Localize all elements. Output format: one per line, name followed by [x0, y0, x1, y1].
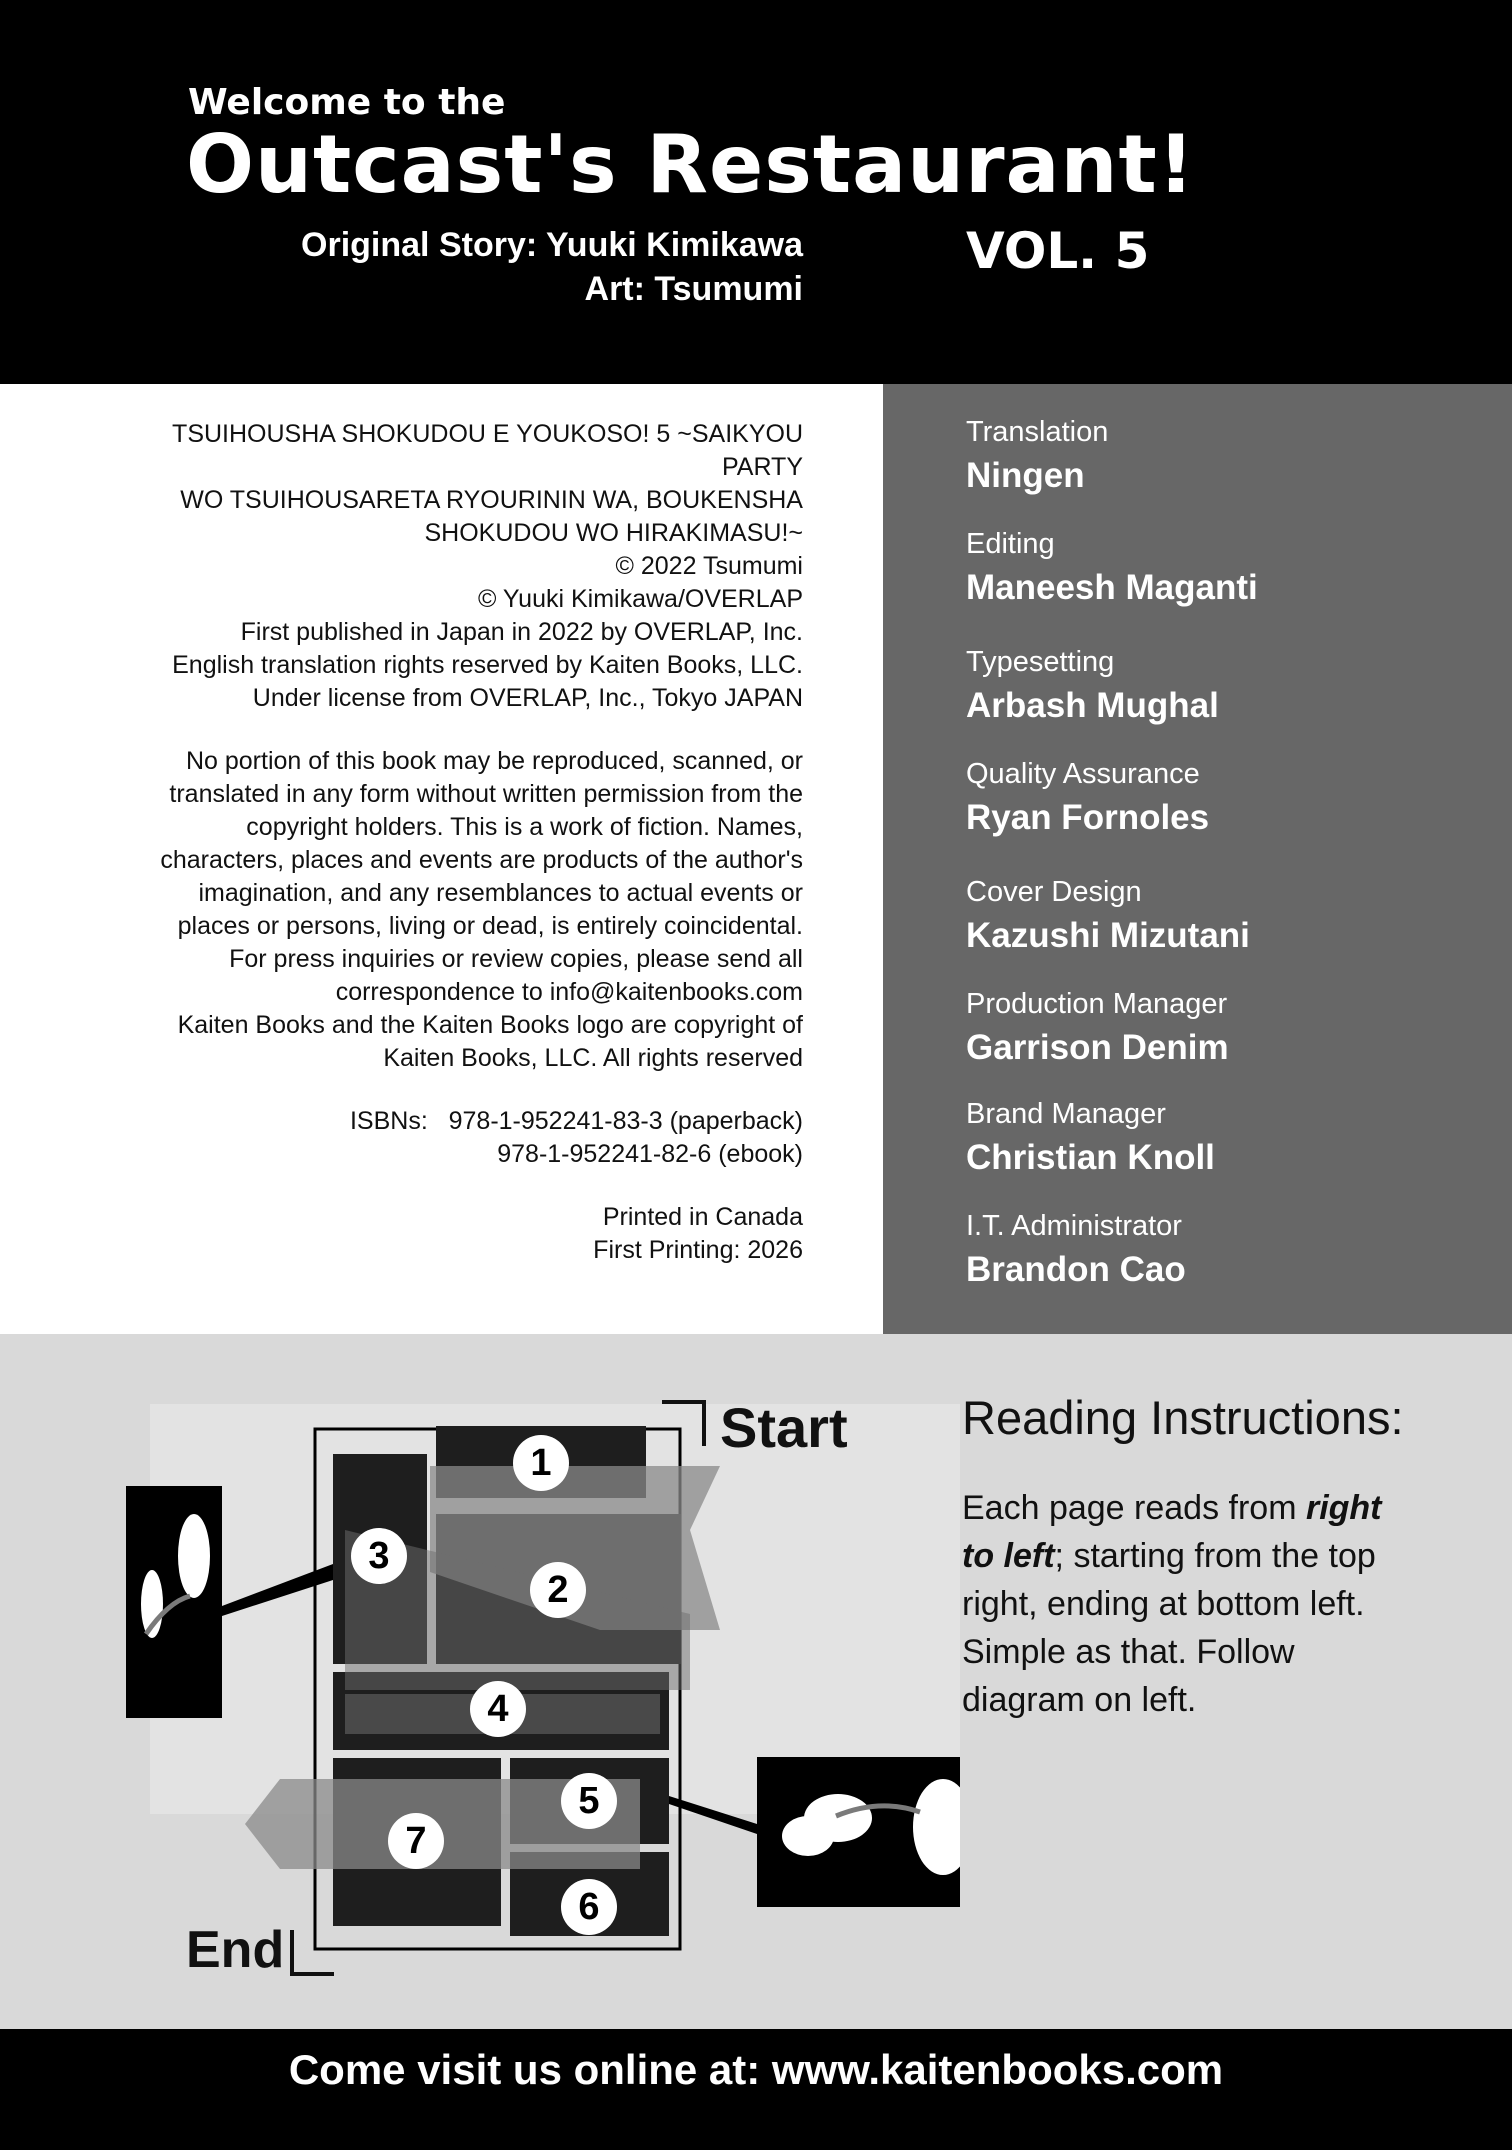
copyright-line: First published in Japan in 2022 by OVERLAP, Inc. [240, 618, 803, 646]
credit-name: Kazushi Mizutani [966, 916, 1250, 955]
disclaimer-line: places or persons, living or dead, is entirely coincidental. [177, 912, 803, 940]
credit-role: Production Manager [966, 988, 1228, 1020]
credit-name: Arbash Mughal [966, 686, 1219, 725]
copyright-line: English translation rights reserved by Kaiten Books, LLC. [172, 651, 803, 679]
panel-number-badge: 1 [513, 1435, 569, 1491]
staff-credits-panel [883, 384, 1512, 1334]
body-text: ; starting from the top right, ending at bottom left. Simple as that. Follow diagram on left. [962, 1537, 1376, 1719]
panel-number-badge: 2 [530, 1562, 586, 1618]
credit-name: Maneesh Maganti [966, 568, 1258, 607]
website-promo: Come visit us online at: www.kaitenbooks.com [288, 2046, 1224, 2093]
panel-number-badge: 3 [351, 1528, 407, 1584]
credit-role: Typesetting [966, 646, 1115, 678]
copyright-block [100, 418, 803, 715]
disclaimer-line: translated in any form without written permission from the [169, 780, 803, 808]
legal-notice [100, 418, 803, 1267]
credit-role: Quality Assurance [966, 758, 1200, 790]
story-credit: Original Story: Yuuki Kimikawa [301, 226, 803, 264]
disclaimer-line: copyright holders. This is a work of fiction. Names, [246, 813, 803, 841]
body-emphasis: right to left [962, 1489, 1382, 1575]
copyright-line: WO TSUIHOUSARETA RYOURININ WA, BOUKENSHA [180, 486, 803, 514]
disclaimer-line: imagination, and any resemblances to actual events or [198, 879, 803, 907]
disclaimer-line: Kaiten Books, LLC. All rights reserved [383, 1044, 803, 1072]
end-label: End [186, 1921, 285, 1979]
disclaimer-line: For press inquiries or review copies, please send all [229, 945, 803, 973]
body-text: Each page reads from [962, 1489, 1306, 1527]
volume-label: VOL. 5 [966, 222, 1150, 280]
art-credit: Art: Tsumumi [584, 270, 803, 308]
copyright-line: © Yuuki Kimikawa/OVERLAP [477, 585, 803, 613]
reading-instructions-title: Reading Instructions: [962, 1391, 1404, 1444]
isbn-ebook: 978-1-952241-82-6 (ebook) [497, 1140, 803, 1168]
copyright-line: SHOKUDOU WO HIRAKIMASU!~ [424, 519, 803, 547]
credit-role: Brand Manager [966, 1098, 1166, 1130]
credit-name: Ryan Fornoles [966, 798, 1210, 837]
credit-name: Brandon Cao [966, 1250, 1186, 1289]
copyright-line: © 2022 Tsumumi [615, 552, 803, 580]
speech-bubble-icon [782, 1816, 834, 1856]
disclaimer-line: No portion of this book may be reproduced, scanned, or [185, 747, 803, 775]
printed-location: Printed in Canada [602, 1203, 803, 1231]
speech-bubble-icon [178, 1514, 210, 1598]
credit-role: Translation [966, 416, 1109, 448]
series-subtitle: Welcome to the [188, 82, 506, 123]
credit-name: Christian Knoll [966, 1138, 1215, 1177]
series-title: Outcast's Restaurant! [186, 118, 1196, 211]
panel-number-badge: 4 [470, 1681, 526, 1737]
disclaimer-line: correspondence to info@kaitenbooks.com [335, 978, 803, 1006]
panel-number-badge: 6 [561, 1879, 617, 1935]
credit-role: Editing [966, 528, 1055, 560]
copyright-line: Under license from OVERLAP, Inc., Tokyo JAPAN [252, 684, 803, 712]
start-label: Start [720, 1396, 848, 1459]
credit-name: Garrison Denim [966, 1028, 1229, 1067]
panel-number-badge: 7 [388, 1813, 444, 1869]
printing-year: First Printing: 2026 [593, 1236, 803, 1264]
credit-name: Ningen [966, 456, 1085, 495]
isbn-paperback: ISBNs: 978-1-952241-83-3 (paperback) [349, 1107, 803, 1135]
credit-role: I.T. Administrator [966, 1210, 1182, 1242]
copyright-line: TSUIHOUSHA SHOKUDOU E YOUKOSO! 5 ~SAIKYOU PARTY [172, 420, 803, 481]
reading-instructions-body [962, 1484, 1422, 1724]
disclaimer-line: Kaiten Books and the Kaiten Books logo are copyright of [177, 1011, 803, 1039]
disclaimer-line: characters, places and events are products of the author's [160, 846, 803, 874]
credit-role: Cover Design [966, 876, 1142, 908]
panel-number-badge: 5 [561, 1773, 617, 1829]
end-bracket [292, 1930, 334, 1974]
disclaimer-block [100, 745, 803, 1075]
